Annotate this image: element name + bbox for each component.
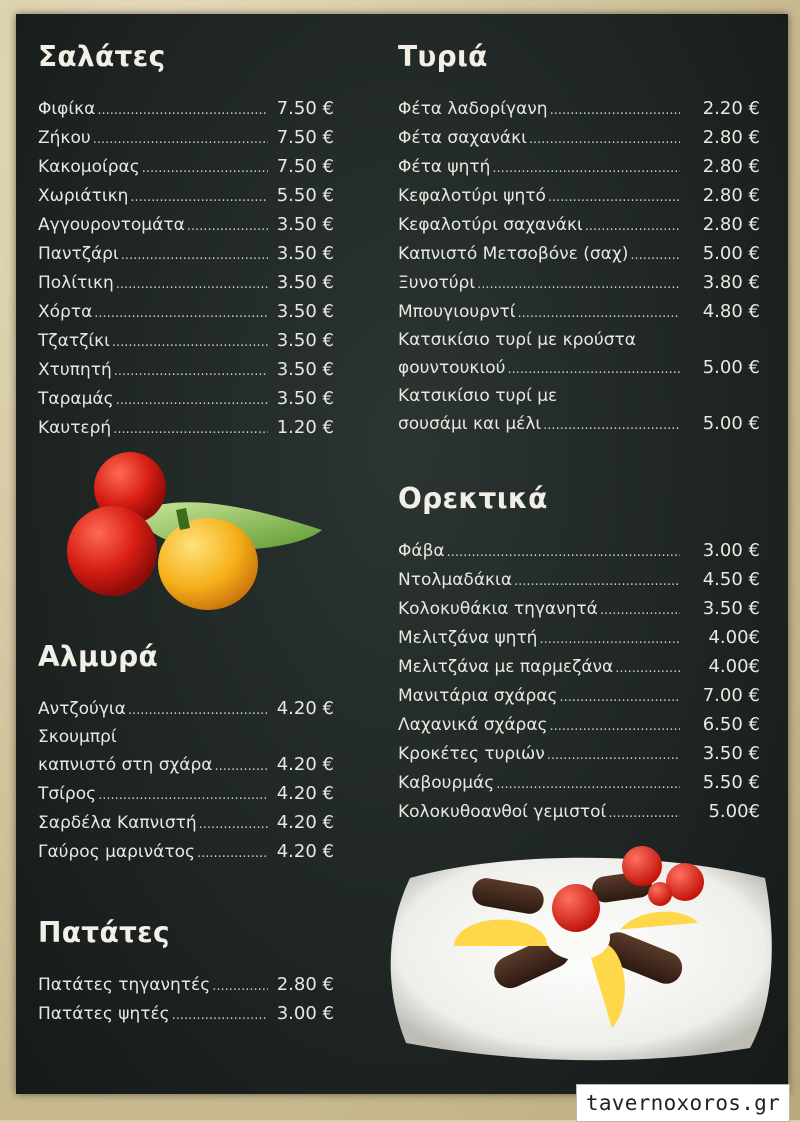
menu-item-price: 2.20 €: [702, 98, 760, 119]
patates-list: [38, 971, 334, 1029]
menu-item: [38, 356, 334, 385]
menu-item: [38, 695, 334, 724]
dot-leader: [608, 800, 680, 827]
dot-leader: [547, 742, 680, 769]
dot-leader: [496, 771, 680, 798]
peppers-tomatoes-image: [60, 448, 330, 618]
dot-leader: [539, 626, 680, 653]
menu-item: [38, 385, 334, 414]
menu-item-price: 1.20 €: [276, 417, 334, 438]
menu-item-name: Αγγουροντομάτα: [38, 215, 185, 235]
menu-item-name: Ζήκου: [38, 128, 91, 148]
menu-item: [398, 682, 760, 711]
dot-leader: [142, 155, 268, 182]
menu-item-name: Φιφίκα: [38, 99, 96, 119]
menu-item-name: Κατσικίσιο τυρί με: [398, 386, 558, 406]
dot-leader: [477, 271, 680, 298]
menu-item: [398, 95, 760, 124]
menu-item-name: σουσάμι και μέλι: [398, 414, 542, 434]
menu-item: [38, 1000, 334, 1029]
dot-leader: [492, 155, 680, 182]
menu-item-price: 3.50 €: [276, 243, 334, 264]
menu-item-name: Κροκέτες τυριών: [398, 744, 545, 764]
dot-leader: [447, 539, 680, 566]
menu-item-name: Πατάτες τηγανητές: [38, 975, 211, 995]
menu-item: [398, 327, 760, 354]
menu-item-price: 2.80 €: [702, 156, 760, 177]
menu-item: [38, 751, 334, 780]
menu-item-name: Φέτα σαχανάκι: [398, 128, 527, 148]
menu-item: [398, 410, 760, 439]
menu-item: [38, 182, 334, 211]
menu-item: [398, 711, 760, 740]
menu-item: [38, 298, 334, 327]
menu-item: [38, 269, 334, 298]
menu-item-price: 7.50 €: [276, 156, 334, 177]
section-orektika: [398, 482, 760, 827]
menu-item-name: Μπουγιουρντί: [398, 302, 516, 322]
menu-item-name: Ντολμαδάκια: [398, 570, 513, 590]
dot-leader: [116, 271, 268, 298]
dot-leader: [529, 126, 680, 153]
menu-item-name: Μελιτζάνα με παρμεζάνα: [398, 657, 614, 677]
menu-item-name: Χωριάτικη: [38, 186, 129, 206]
menu-item-price: 4.00€: [708, 627, 760, 648]
menu-item-price: 4.20 €: [276, 698, 334, 719]
section-title-tyria: Τυριά: [398, 40, 488, 73]
menu-item: [398, 153, 760, 182]
dot-leader: [548, 184, 680, 211]
menu-item-price: 2.80 €: [702, 185, 760, 206]
menu-item: [398, 653, 760, 682]
menu-item-price: 4.20 €: [276, 841, 334, 862]
menu-item-name: Καβουρμάς: [398, 773, 495, 793]
menu-item-name: Κεφαλοτύρι ψητό: [398, 186, 546, 206]
menu-item: [38, 971, 334, 1000]
menu-item: [38, 124, 334, 153]
dot-leader: [121, 242, 268, 269]
dot-leader: [114, 358, 268, 385]
menu-item-name: Φέτα λαδορίγανη: [398, 99, 548, 119]
dot-leader: [543, 412, 680, 439]
salates-list: [38, 95, 334, 443]
menu-item-name: Ξυνοτύρι: [398, 273, 476, 293]
dot-leader: [600, 597, 680, 624]
watermark-site: tavernoxoros.gr: [576, 1084, 790, 1122]
menu-item-name: Ταραμάς: [38, 389, 114, 409]
dot-leader: [212, 973, 268, 1000]
menu-item: [398, 240, 760, 269]
menu-item-name: Κατσικίσιο τυρί με κρούστα: [398, 330, 636, 350]
dot-leader: [507, 356, 680, 383]
menu-item: [38, 414, 334, 443]
menu-item-price: 2.80 €: [702, 214, 760, 235]
menu-item-name: Κακομοίρας: [38, 157, 140, 177]
section-tyria: [398, 40, 760, 439]
dot-leader: [199, 811, 268, 838]
menu-item-price: 3.50 €: [276, 301, 334, 322]
dot-leader: [550, 713, 680, 740]
menu-item-price: 2.80 €: [702, 127, 760, 148]
menu-item-name: Πολίτικη: [38, 273, 114, 293]
dot-leader: [172, 1002, 268, 1029]
section-almyra: [38, 640, 334, 867]
menu-item: [38, 809, 334, 838]
menu-item-name: Τζατζίκι: [38, 331, 110, 351]
menu-item-name: Κολοκυθάκια τηγανητά: [398, 599, 598, 619]
menu-item-price: 4.00€: [708, 656, 760, 677]
menu-item-price: 4.50 €: [702, 569, 760, 590]
dot-leader: [187, 213, 268, 240]
menu-item-price: 7.00 €: [702, 685, 760, 706]
menu-item-name: Χόρτα: [38, 302, 93, 322]
menu-item-name: Κεφαλοτύρι σαχανάκι: [398, 215, 583, 235]
menu-item-name: Γαύρος μαρινάτος: [38, 842, 195, 862]
dot-leader: [113, 416, 268, 443]
menu-item: [38, 95, 334, 124]
menu-item: [398, 624, 760, 653]
section-title-patates: Πατάτες: [38, 916, 170, 949]
menu-item: [38, 327, 334, 356]
menu-item-name: Καπνιστό Μετσοβόνε (σαχ): [398, 244, 629, 264]
dot-leader: [514, 568, 680, 595]
section-salates: [38, 40, 334, 443]
menu-item-price: 3.50 €: [276, 272, 334, 293]
menu-item-price: 3.50 €: [702, 598, 760, 619]
dot-leader: [98, 782, 268, 809]
menu-item-name: φουντουκιού: [398, 358, 506, 378]
menu-item: [398, 182, 760, 211]
dot-leader: [116, 387, 268, 414]
dot-leader: [585, 213, 680, 240]
almyra-list: [38, 695, 334, 867]
tyria-list: [398, 95, 760, 439]
menu-item-name: Χτυπητή: [38, 360, 112, 380]
dot-leader: [93, 126, 268, 153]
menu-item-price: 5.50 €: [702, 772, 760, 793]
menu-item-price: 3.50 €: [276, 359, 334, 380]
dot-leader: [215, 753, 268, 780]
dot-leader: [112, 329, 268, 356]
dot-leader: [550, 97, 680, 124]
section-title-salates: Σαλάτες: [38, 40, 166, 73]
menu-item-price: 5.00€: [708, 801, 760, 822]
menu-item: [398, 595, 760, 624]
menu-item: [398, 124, 760, 153]
menu-item-name: καπνιστό στη σχάρα: [38, 755, 213, 775]
menu-item-price: 5.00 €: [702, 357, 760, 378]
dot-leader: [560, 684, 681, 711]
menu-item-name: Φέτα ψητή: [398, 157, 491, 177]
menu-item-price: 7.50 €: [276, 98, 334, 119]
dolmades-plate-image: [380, 838, 780, 1062]
dot-leader: [630, 242, 680, 269]
menu-item-price: 4.20 €: [276, 812, 334, 833]
menu-item-name: Κολοκυθοανθοί γεμιστοί: [398, 802, 607, 822]
menu-item-price: 3.50 €: [276, 388, 334, 409]
menu-item-name: Φάβα: [398, 541, 445, 561]
menu-item: [398, 537, 760, 566]
menu-item: [38, 240, 334, 269]
menu-item-name: Πατάτες ψητές: [38, 1004, 170, 1024]
orektika-list: [398, 537, 760, 827]
menu-item-name: Τσίρος: [38, 784, 97, 804]
menu-item: [398, 354, 760, 383]
menu-item: [398, 769, 760, 798]
menu-item: [38, 211, 334, 240]
dot-leader: [130, 184, 268, 211]
menu-item: [398, 269, 760, 298]
menu-item-price: 3.50 €: [276, 214, 334, 235]
menu-item-price: 5.00 €: [702, 243, 760, 264]
dot-leader: [97, 97, 268, 124]
menu-item: [398, 740, 760, 769]
menu-item-name: Μελιτζάνα ψητή: [398, 628, 538, 648]
menu-item-price: 2.80 €: [276, 974, 334, 995]
menu-item-name: Καυτερή: [38, 418, 112, 438]
menu-item-price: 5.50 €: [276, 185, 334, 206]
menu-item: [398, 566, 760, 595]
menu-item-name: Αντζούγια: [38, 699, 126, 719]
menu-item-name: Σκουμπρί: [38, 727, 117, 747]
menu-item-price: 4.80 €: [702, 301, 760, 322]
menu-item: [398, 383, 760, 410]
menu-item-price: 6.50 €: [702, 714, 760, 735]
menu-item-price: 4.20 €: [276, 783, 334, 804]
menu-item-name: Σαρδέλα Καπνιστή: [38, 813, 197, 833]
menu-item-name: Λαχανικά σχάρας: [398, 715, 548, 735]
menu-item-price: 3.00 €: [276, 1003, 334, 1024]
menu-item: [398, 211, 760, 240]
menu-item-price: 4.20 €: [276, 754, 334, 775]
dot-leader: [94, 300, 268, 327]
menu-item-name: Παντζάρι: [38, 244, 119, 264]
dot-leader: [197, 840, 268, 867]
menu-item-price: 3.50 €: [702, 743, 760, 764]
dot-leader: [615, 655, 680, 682]
menu-item: [38, 724, 334, 751]
menu-item-price: 7.50 €: [276, 127, 334, 148]
section-title-orektika: Ορεκτικά: [398, 482, 548, 515]
section-patates: [38, 916, 334, 1029]
menu-item-price: 5.00 €: [702, 413, 760, 434]
menu-item-price: 3.00 €: [702, 540, 760, 561]
menu-item: [398, 298, 760, 327]
menu-item: [38, 838, 334, 867]
dot-leader: [128, 697, 268, 724]
menu-item-price: 3.50 €: [276, 330, 334, 351]
section-title-almyra: Αλμυρά: [38, 640, 158, 673]
dot-leader: [517, 300, 680, 327]
menu-item: [38, 153, 334, 182]
menu-item-price: 3.80 €: [702, 272, 760, 293]
menu-item: [38, 780, 334, 809]
menu-item: [398, 798, 760, 827]
menu-item-name: Μανιτάρια σχάρας: [398, 686, 558, 706]
